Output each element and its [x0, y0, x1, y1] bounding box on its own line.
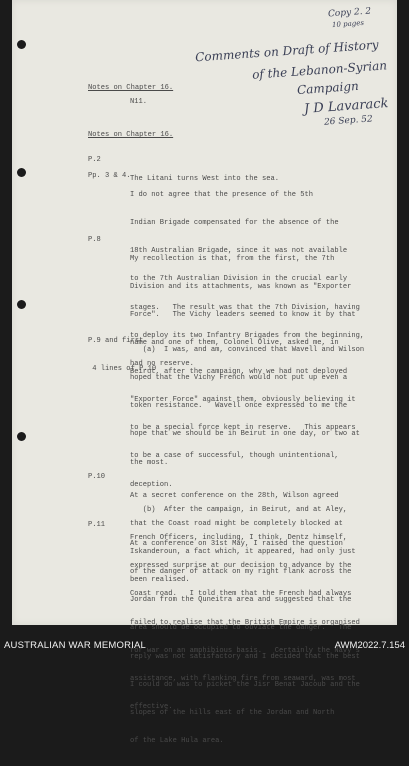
body-line: reply was not satisfactory and I decided that the best — [130, 652, 360, 661]
body-line: hope that we should be in Beirut in one day, or two at — [130, 430, 360, 439]
body-line: that the Coast road might be completely blocked at — [130, 520, 343, 529]
entry-ref-line: P.9 and first — [88, 336, 144, 345]
body-line: to the 7th Australian Division in the crucial early — [130, 275, 348, 284]
body-line: failed to realise that the British Empire is organised — [130, 618, 360, 627]
punch-hole — [17, 432, 26, 441]
entry-ref: P.2 — [88, 156, 101, 164]
handwritten-date: 26 Sep. 52 — [323, 114, 374, 128]
entry-ref-line: 4 lines of P.10 — [88, 365, 157, 374]
handwritten-signature: J D Lavarack — [303, 96, 389, 117]
body-line: Indian Brigade compensated for the absence of the — [130, 219, 339, 228]
body-line: stages. The result was that the 7th Division, having — [130, 303, 360, 312]
body-line: deception. — [130, 480, 173, 489]
institution-name: AUSTRALIAN WAR MEMORIAL — [4, 640, 147, 651]
body-line: Division and its attachments, was known as "Exporter — [130, 283, 352, 292]
body-line: area should be occupied to obviate the danger. The — [130, 624, 352, 633]
body-line: to be a special force kept in reserve. This appears — [130, 424, 356, 433]
body-line: expressed surprise at our decision to advance by the — [130, 562, 352, 571]
body-line: My recollection is that, from the first, the 7th — [130, 254, 335, 263]
body-line: been realised. — [130, 576, 190, 585]
body-line: At a conference on 31st May, I raised the question — [130, 539, 343, 548]
body-line: I do not agree that the presence of the 5th — [130, 190, 314, 199]
body-line: effective. — [130, 703, 173, 712]
body-line: to be a case of successful, though unintentional, — [130, 452, 339, 461]
entry-ref: Pp. 3 & 4. — [88, 172, 131, 180]
body-line: assistance, with flanking fire from seaward, was most — [130, 675, 356, 684]
body-line: Coast road. I told them that the French had always — [130, 590, 352, 599]
body-line: I could do was to picket the Jisr Benat Jacoub and the — [130, 680, 360, 689]
handwritten-comment-line-2: of the Lebanon-Syrian — [251, 58, 388, 82]
body-line: slopes of the hills east of the Jordan and North — [130, 709, 335, 718]
body-line: to deploy its two Infantry Brigades from the beginning, — [130, 331, 365, 340]
body-line: Beirut, after the campaign, why we had not deployed — [130, 367, 348, 376]
punch-hole — [17, 40, 26, 49]
body-line: had no reserve. — [130, 360, 194, 369]
handwritten-comment-line-3: Campaign — [296, 78, 360, 98]
body-line: token resistance. Wavell once expressed to me the — [130, 402, 348, 411]
body-line: of the Lake Hula area. — [130, 737, 224, 746]
file-number: N11. — [130, 98, 148, 106]
body-line: The Litani turns West into the sea. — [130, 174, 279, 183]
body-line: hoped that the Vichy French would not put up even a — [130, 374, 348, 383]
body-line: 18th Australian Brigade, since it was not available — [130, 247, 348, 256]
archive-footer — [0, 636, 409, 653]
punch-hole — [17, 168, 26, 177]
accession-number: AWM2022.7.154 — [334, 640, 405, 651]
body-line: "Exporter Force" against them, obviously believing it — [130, 395, 356, 404]
body-line: the most. — [130, 458, 169, 467]
body-line: Jordan from the Quneitra area and suggested that the — [130, 596, 352, 605]
body-line: (b) After the campaign, in Beirut, and at Aley, — [130, 505, 348, 514]
entry-ref: P.8 — [88, 236, 101, 244]
punch-hole — [17, 300, 26, 309]
handwritten-copy-number: Copy 2. 2 — [327, 6, 372, 20]
notes-heading: Notes on Chapter 16. — [88, 84, 174, 92]
body-line: of the danger of attack on my right flank across the — [130, 568, 352, 577]
body-line: Iskanderoun, a fact which, it appeared, had only just — [130, 548, 356, 557]
notes-heading-2: Notes on Chapter 16. — [88, 131, 174, 139]
body-line: for war on an amphibious basis. Certainly the Navy's — [130, 646, 360, 655]
handwritten-comment-line-1: Comments on Draft of History — [194, 37, 379, 65]
body-line: name and one of them, Colonel Olive, asked me, in — [130, 339, 339, 348]
body-line: (a) I was, and am, convinced that Wavell and Wilson — [130, 345, 365, 354]
entry-ref: P.11 — [88, 521, 106, 529]
body-line: At a secret conference on the 28th, Wilson agreed — [130, 491, 339, 500]
entry-ref: P.10 — [88, 473, 106, 481]
handwritten-page-count: 10 pages — [331, 18, 365, 30]
body-line: Force". The Vichy leaders seemed to know it by that — [130, 311, 356, 320]
body-line: French Officers, including, I think, Dentz himself, — [130, 533, 348, 542]
